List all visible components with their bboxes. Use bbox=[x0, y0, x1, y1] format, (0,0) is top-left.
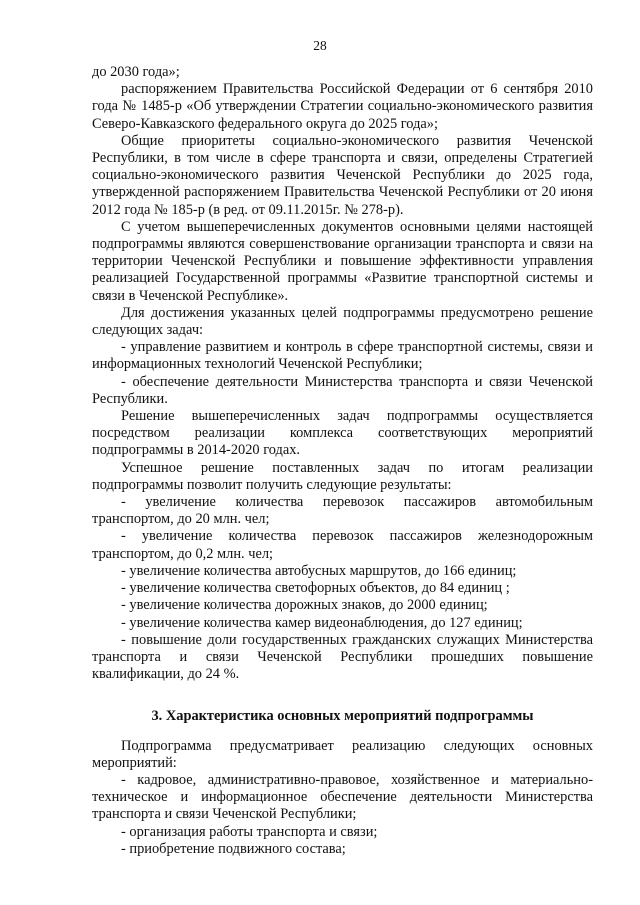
paragraph: - увеличение количества камер видеонаблюдения, до 127 единиц; bbox=[121, 614, 523, 631]
paragraph: распоряжением Правительства Российской Федерации от 6 сентября 2010 года № 1485-р «Об утверждении Стратегии социально-экономического развития Северо-Кавказского федерального округа до 2025 года»; bbox=[92, 81, 593, 132]
paragraph: Подпрограмма предусматривает реализацию следующих основных мероприятий: bbox=[92, 737, 593, 771]
paragraph: - организация работы транспорта и связи; bbox=[121, 823, 378, 840]
paragraph: - кадровое, административно-правовое, хозяйственное и материально-техническое и информационное обеспечение деятельности Министерства транспорта и связи Чеченской Республики; bbox=[92, 771, 593, 823]
paragraph: - обеспечение деятельности Министерства транспорта и связи Чеченской Республики. bbox=[92, 373, 593, 407]
paragraph: - увеличение количества дорожных знаков, до 2000 единиц; bbox=[121, 597, 488, 614]
paragraph: - повышение доли государственных гражданских служащих Министерства транспорта и связи Чеченской Республики прошедших повышение квалификации, до 24 %. bbox=[92, 631, 593, 683]
paragraph: Общие приоритеты социально-экономического развития Чеченской Республики, в том числе в сфере транспорта и связи, определены Стратегией социально-экономического развития Чеченской Республики до 2025 года, утвержденной распоряжением Правительства Чеченской Республики от 20 июня 2012 года № 185-р (в ред. от 09.11.2015г. № 278-р). bbox=[92, 132, 593, 218]
paragraph: - приобретение подвижного состава; bbox=[121, 840, 346, 857]
section-heading: 3. Характеристика основных мероприятий подпрограммы bbox=[151, 708, 534, 725]
body-text-after-heading bbox=[92, 738, 593, 858]
paragraph: - увеличение количества светофорных объектов, до 84 единиц ; bbox=[121, 580, 510, 597]
paragraph: Успешное решение поставленных задач по итогам реализации подпрограммы позволит получить следующие результаты: bbox=[92, 459, 593, 493]
page-number: 28 bbox=[313, 38, 327, 53]
paragraph: - управление развитием и контроль в сфере транспортной системы, связи и информационных технологий Чеченской Республики; bbox=[92, 339, 593, 373]
paragraph: С учетом вышеперечисленных документов основными целями настоящей подпрограммы являются совершенствование организации транспорта и связи на территории Чеченской Республики и повышение эффективности управления реализацией Государственной программы «Развитие транспортной системы и связи в Чеченской Республике». bbox=[92, 218, 593, 304]
page-content bbox=[92, 64, 593, 858]
paragraph: - увеличение количества автобусных маршрутов, до 166 единиц; bbox=[121, 562, 517, 579]
paragraph: до 2030 года»; bbox=[92, 64, 180, 80]
paragraph: Решение вышеперечисленных задач подпрограммы осуществляется посредством реализации комплекса соответствующих мероприятий подпрограммы в 2014-2020 годах. bbox=[92, 408, 593, 459]
paragraph: - увеличение количества перевозок пассажиров железнодорожным транспортом, до 0,2 млн. чел; bbox=[92, 528, 593, 562]
paragraph: Для достижения указанных целей подпрограммы предусмотрено решение следующих задач: bbox=[92, 304, 593, 339]
body-text-before-heading bbox=[92, 64, 593, 683]
paragraph: - увеличение количества перевозок пассажиров автомобильным транспортом, до 20 млн. чел; bbox=[92, 494, 593, 528]
